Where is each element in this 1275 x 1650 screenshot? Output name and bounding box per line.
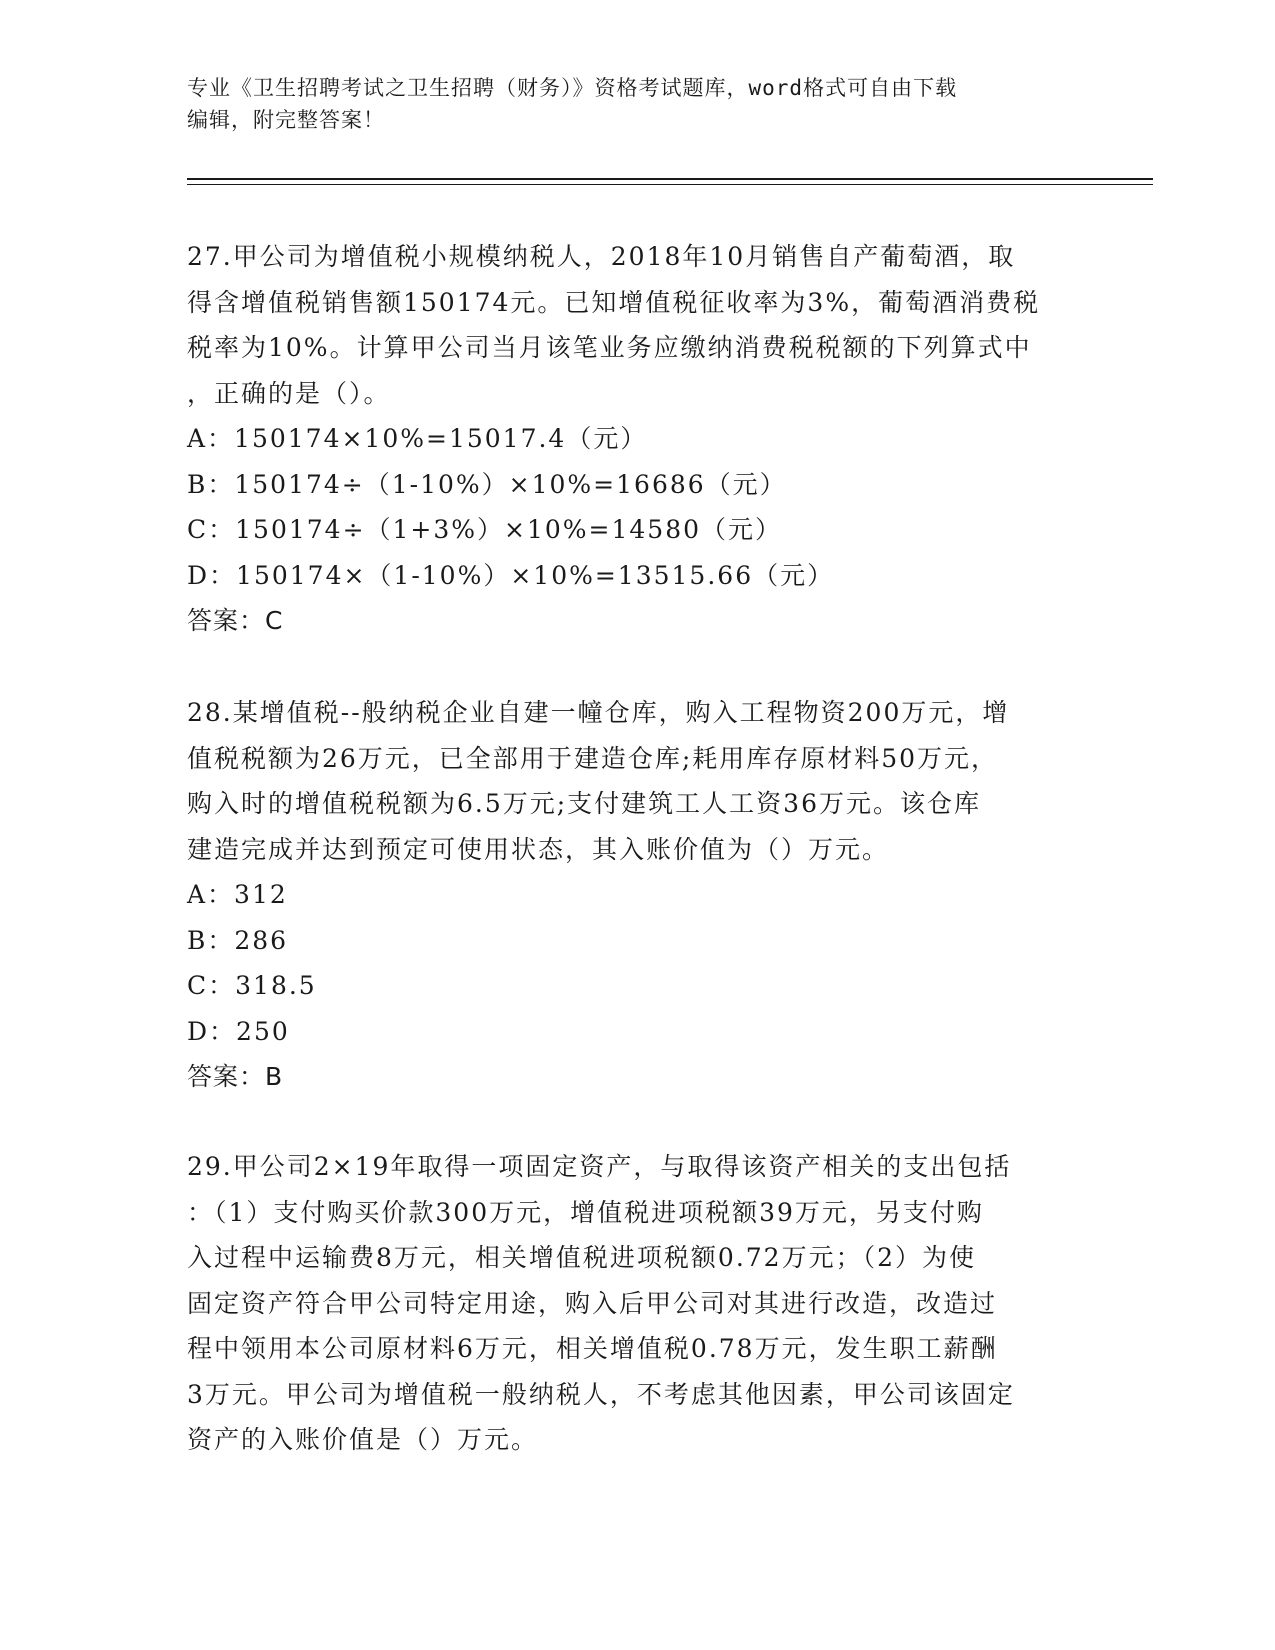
option-a: A：312	[187, 880, 288, 909]
header-line-2: 编辑，附完整答案！	[187, 108, 385, 132]
question-stem-line: 28.某增值税--般纳税企业自建一幢仓库，购入工程物资200万元，增	[187, 698, 1010, 727]
question-28	[187, 690, 1087, 1100]
question-29	[187, 1144, 1087, 1463]
question-stem-line: 建造完成并达到预定可使用状态，其入账价值为（）万元。	[187, 834, 890, 864]
question-stem-line: ，正确的是（）。	[187, 378, 391, 408]
question-stem-line: 值税税额为26万元，已全部用于建造仓库;耗用库存原材料50万元，	[187, 743, 999, 773]
header-line-1: 专业《卫生招聘考试之卫生招聘（财务）》资格考试题库，word格式可自由下载	[187, 76, 958, 100]
option-c: C：318.5	[187, 971, 317, 1000]
option-a: A：150174×10%=15017.4（元）	[187, 424, 648, 453]
question-stem-line: 29.甲公司2×19年取得一项固定资产，与取得该资产相关的支出包括	[187, 1152, 1012, 1181]
header-rule-thin	[187, 184, 1153, 185]
question-stem-line: 固定资产符合甲公司特定用途，购入后甲公司对其进行改造，改造过	[187, 1288, 998, 1318]
question-stem-line: 程中领用本公司原材料6万元，相关增值税0.78万元，发生职工薪酬	[187, 1334, 998, 1363]
question-stem-line: 税率为10%。计算甲公司当月该笔业务应缴纳消费税税额的下列算式中	[187, 333, 1032, 362]
question-stem-line: 27.甲公司为增值税小规模纳税人，2018年10月销售自产葡萄酒，取	[187, 242, 1016, 271]
question-stem-line: 3万元。甲公司为增值税一般纳税人，不考虑其他因素，甲公司该固定	[187, 1379, 1015, 1409]
answer-label: 答案：C	[187, 606, 284, 635]
question-stem-line: 得含增值税销售额150174元。已知增值税征收率为3%，葡萄酒消费税	[187, 287, 1041, 317]
question-27	[187, 234, 1087, 644]
document-header	[187, 72, 1077, 136]
question-stem-line: 资产的入账价值是（）万元。	[187, 1425, 539, 1454]
question-stem-line: 入过程中运输费8万元，相关增值税进项税额0.72万元；（2）为使	[187, 1243, 976, 1272]
option-b: B：150174÷（1-10%）×10%=16686（元）	[187, 469, 787, 499]
option-d: D：250	[187, 1016, 290, 1046]
answer-label: 答案：B	[187, 1062, 284, 1091]
header-rule-thick	[187, 178, 1153, 180]
option-c: C：150174÷（1+3%）×10%=14580（元）	[187, 515, 783, 544]
question-stem-line: 购入时的增值税税额为6.5万元;支付建筑工人工资36万元。该仓库	[187, 789, 981, 818]
option-b: B：286	[187, 925, 289, 955]
question-stem-line: ：（1）支付购买价款300万元，增值税进项税额39万元，另支付购	[187, 1197, 984, 1227]
option-d: D：150174×（1-10%）×10%=13515.66（元）	[187, 560, 835, 590]
